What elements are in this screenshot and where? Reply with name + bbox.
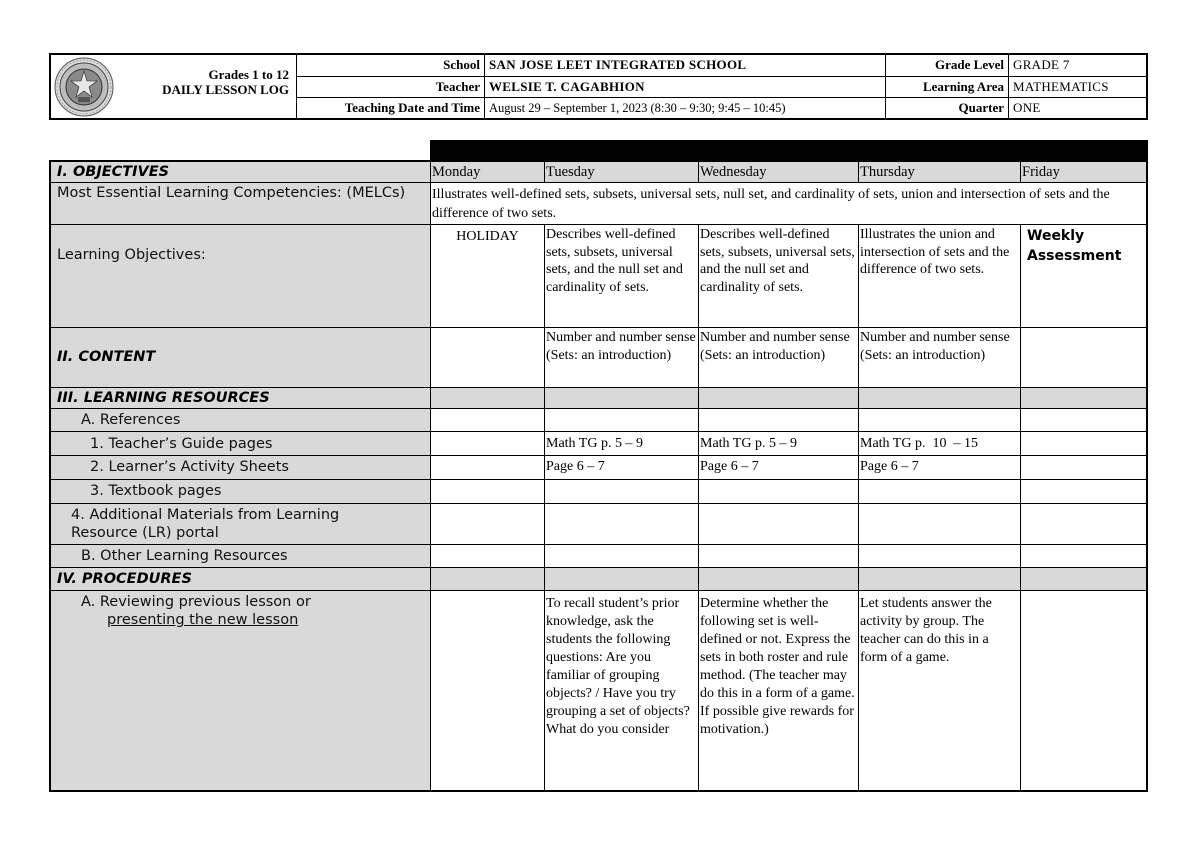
references-wednesday — [699, 409, 859, 432]
other-wednesday — [699, 545, 859, 568]
reviewing-thursday: Let students answer the activity by group. The teacher can do this in a form of a game. — [859, 591, 1021, 790]
references-friday — [1021, 409, 1146, 432]
melc-label: Most Essential Learning Competencies: (MELCs) — [51, 183, 431, 225]
textbook-pages-label: 3. Textbook pages — [51, 480, 431, 504]
las-thursday: Page 6 – 7 — [859, 456, 1021, 480]
objective-friday: Weekly Assessment — [1021, 225, 1146, 328]
day-thursday: Thursday — [859, 162, 1021, 183]
las-tuesday: Page 6 – 7 — [545, 456, 699, 480]
teacher-label: Teacher — [297, 77, 485, 98]
melc-text: Illustrates well-defined sets, subsets, universal sets, null set, and cardinality of sets, union and intersection of sets and the difference of two sets. — [431, 183, 1146, 225]
textbook-wednesday — [699, 480, 859, 504]
resources-thursday — [859, 388, 1021, 409]
other-monday — [431, 545, 545, 568]
deped-seal-icon — [54, 57, 114, 117]
tg-wednesday: Math TG p. 5 – 9 — [699, 432, 859, 456]
las-wednesday: Page 6 – 7 — [699, 456, 859, 480]
procedures-friday — [1021, 568, 1146, 591]
tg-thursday: Math TG p. 10 – 15 — [859, 432, 1021, 456]
additional-tuesday — [545, 504, 699, 545]
header-info-grid — [297, 55, 1146, 118]
teachers-guide-label: 1. Teacher’s Guide pages — [51, 432, 431, 456]
objective-thursday: Illustrates the union and intersection of sets and the difference of two sets. — [859, 225, 1021, 328]
learning-resources-heading: III. LEARNING RESOURCES — [51, 388, 431, 409]
header-title-grades: Grades 1 to 12 — [208, 67, 289, 82]
header-title-dll: DAILY LESSON LOG — [162, 82, 289, 97]
textbook-monday — [431, 480, 545, 504]
objective-wednesday: Describes well-defined sets, subsets, universal sets, and the null set and cardinality of sets. — [699, 225, 859, 328]
tg-monday — [431, 432, 545, 456]
content-friday — [1021, 328, 1146, 388]
objectives-heading: I. OBJECTIVES — [51, 162, 431, 183]
objective-monday: HOLIDAY — [431, 225, 545, 328]
procedures-tuesday — [545, 568, 699, 591]
teacher-value: WELSIE T. CAGABHION — [485, 77, 886, 98]
las-monday — [431, 456, 545, 480]
other-tuesday — [545, 545, 699, 568]
learning-area-value: MATHEMATICS — [1013, 79, 1109, 94]
textbook-friday — [1021, 480, 1146, 504]
header-row-date — [297, 97, 1146, 119]
resources-wednesday — [699, 388, 859, 409]
lesson-log-header — [49, 53, 1148, 120]
references-tuesday — [545, 409, 699, 432]
textbook-tuesday — [545, 480, 699, 504]
quarter-label: Quarter — [886, 98, 1009, 119]
learning-objectives-label: Learning Objectives: — [51, 225, 431, 328]
reviewing-wednesday: Determine whether the following set is well-defined or not. Express the sets in both roster and rule method. (The teacher may do this in a form of a game. If possible give rewards for motivation.) — [699, 591, 859, 790]
school-label: School — [297, 55, 485, 76]
day-header-bar — [430, 140, 1148, 160]
additional-materials-label: 4. Additional Materials from Learning Resource (LR) portal — [51, 504, 431, 545]
other-resources-label: B. Other Learning Resources — [51, 545, 431, 568]
reviewing-monday — [431, 591, 545, 790]
procedures-heading: IV. PROCEDURES — [51, 568, 431, 591]
content-wednesday: Number and number sense (Sets: an introduction) — [699, 328, 859, 388]
additional-thursday — [859, 504, 1021, 545]
content-tuesday: Number and number sense (Sets: an introduction) — [545, 328, 699, 388]
quarter-value: ONE — [1013, 100, 1041, 115]
header-title-block — [51, 55, 297, 118]
reviewing-friday — [1021, 591, 1146, 790]
references-monday — [431, 409, 545, 432]
grade-level-label: Grade Level — [886, 55, 1009, 76]
procedures-monday — [431, 568, 545, 591]
references-label: A. References — [51, 409, 431, 432]
header-row-school — [297, 55, 1146, 76]
other-thursday — [859, 545, 1021, 568]
learners-activity-sheets-label: 2. Learner’s Activity Sheets — [51, 456, 431, 480]
additional-wednesday — [699, 504, 859, 545]
content-heading: II. CONTENT — [51, 328, 431, 388]
las-friday — [1021, 456, 1146, 480]
objective-tuesday: Describes well-defined sets, subsets, universal sets, and the null set and cardinality of sets. — [545, 225, 699, 328]
day-wednesday: Wednesday — [699, 162, 859, 183]
references-thursday — [859, 409, 1021, 432]
additional-friday — [1021, 504, 1146, 545]
learning-area-label: Learning Area — [886, 77, 1009, 98]
resources-friday — [1021, 388, 1146, 409]
day-tuesday: Tuesday — [545, 162, 699, 183]
content-thursday: Number and number sense (Sets: an introduction) — [859, 328, 1021, 388]
day-friday: Friday — [1021, 162, 1146, 183]
day-monday: Monday — [431, 162, 545, 183]
textbook-thursday — [859, 480, 1021, 504]
teaching-date-value: August 29 – September 1, 2023 (8:30 – 9:30; 9:45 – 10:45) — [485, 98, 886, 119]
tg-friday — [1021, 432, 1146, 456]
header-row-teacher — [297, 76, 1146, 98]
reviewing-label-line1: A. Reviewing previous lesson or — [81, 594, 311, 610]
reviewing-tuesday: To recall student’s prior knowledge, ask the students the following questions: Are you familiar of grouping objects? / Have you try grouping a set of objects? What do you consider — [545, 591, 699, 790]
grade-level-value: GRADE 7 — [1013, 57, 1070, 72]
reviewing-label-line2: presenting the new lesson — [107, 612, 299, 628]
reviewing-lesson-label — [51, 591, 431, 790]
other-friday — [1021, 545, 1146, 568]
additional-monday — [431, 504, 545, 545]
lesson-log-table — [49, 160, 1148, 792]
resources-tuesday — [545, 388, 699, 409]
school-value: SAN JOSE LEET INTEGRATED SCHOOL — [485, 55, 886, 76]
teaching-date-label: Teaching Date and Time — [297, 98, 485, 119]
resources-monday — [431, 388, 545, 409]
procedures-thursday — [859, 568, 1021, 591]
tg-tuesday: Math TG p. 5 – 9 — [545, 432, 699, 456]
procedures-wednesday — [699, 568, 859, 591]
content-monday — [431, 328, 545, 388]
